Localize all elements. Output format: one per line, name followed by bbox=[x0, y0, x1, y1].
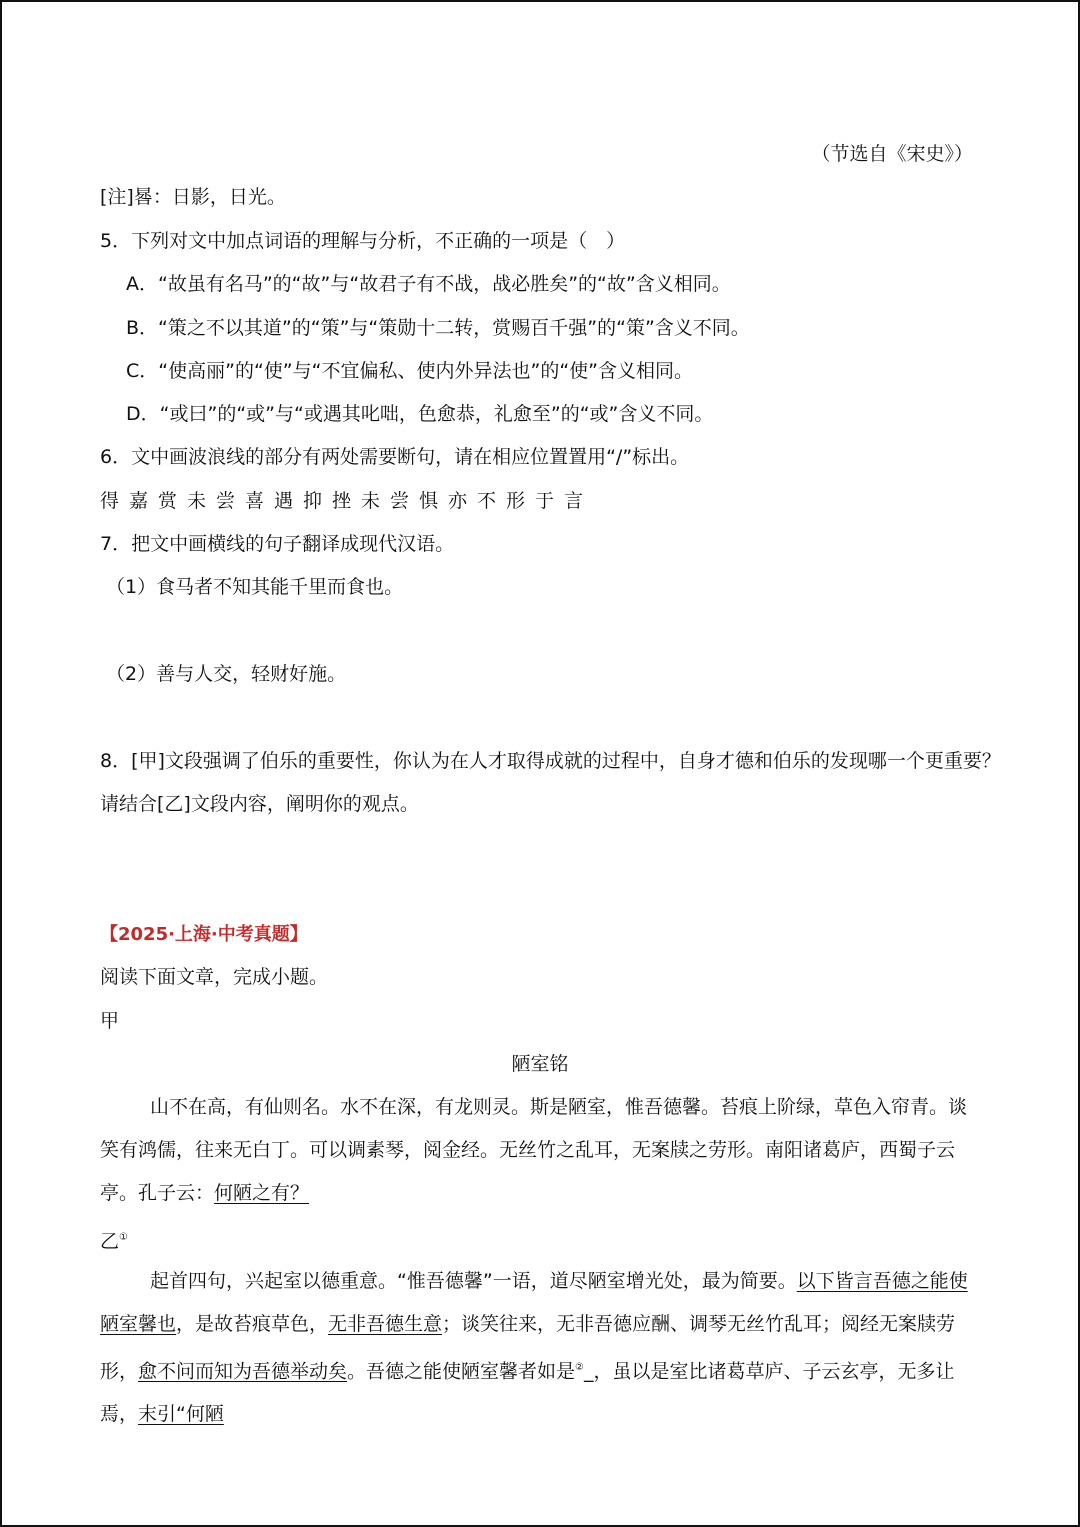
part-b-seg-4: 。吾德之能使陋室馨者如是 bbox=[347, 1360, 576, 1383]
question-5-option-a: A．“故虽有名马”的“故”与“故君子有不战，战必胜矣”的“故”含义相同。 bbox=[126, 273, 731, 295]
part-b-seg-1: 起首四句，兴起室以德重意。“惟吾德馨”一语，道尽陋室增光处，最为简要。 bbox=[150, 1270, 797, 1292]
part-b-seg-5: _，虽以是室比诸葛草庐、子云玄亭，无多让焉， bbox=[100, 1360, 955, 1426]
question-5-option-d: D．“或曰”的“或”与“或遇其叱咄，色愈恭，礼愈至”的“或”含义不同。 bbox=[126, 403, 714, 425]
part-b-footnote-mark-2: ② bbox=[575, 1362, 585, 1373]
part-b-label bbox=[100, 1216, 982, 1263]
part-a-title: 陋室铭 bbox=[511, 1053, 569, 1075]
part-b-passage bbox=[100, 1260, 982, 1436]
question-6-sentence: 得嘉赏未尝喜遇抑挫未尝惧亦不形于言 bbox=[100, 490, 594, 512]
part-a-passage bbox=[100, 1086, 982, 1215]
part-a-text: 山不在高，有仙则名。水不在深，有龙则灵。斯是陋室，惟吾德馨。苔痕上阶绿，草色入帘青。谈笑有鸿儒，往来无白丁。可以调素琴，阅金经。无丝竹之乱耳，无案牍之劳形。南阳诸葛庐，西蜀子云亭。孔子云： bbox=[100, 1096, 968, 1204]
part-b-underline-2: 无非吾德生意 bbox=[328, 1313, 443, 1335]
part-a-label: 甲 bbox=[100, 1010, 120, 1032]
question-5-stem: 5．下列对文中加点词语的理解与分析，不正确的一项是（ ） bbox=[100, 230, 626, 252]
question-5-option-b: B．“策之不以其道”的“策”与“策勋十二转，赏赐百千强”的“策”含义不同。 bbox=[126, 317, 750, 339]
question-7-stem: 7．把文中画横线的句子翻译成现代汉语。 bbox=[100, 533, 455, 555]
question-8-line-2: 请结合[乙]文段内容，阐明你的观点。 bbox=[100, 793, 419, 815]
question-5-option-c: C．“使高丽”的“使”与“不宜偏私、使内外异法也”的“使”含义相同。 bbox=[126, 360, 694, 382]
annotation-note: [注]晷：日影，日光。 bbox=[100, 186, 286, 208]
part-a-underlined: 何陋之有？ bbox=[214, 1182, 310, 1204]
part-b-footnote-mark: ① bbox=[119, 1232, 128, 1243]
question-8-line-1: 8．[甲]文段强调了伯乐的重要性，你认为在人才取得成就的过程中，自身才德和伯乐的发现哪一个更重要？ bbox=[100, 750, 1001, 772]
part-b-underline-1: 以下皆言吾德之能使陋室馨也 bbox=[100, 1270, 968, 1335]
part-b-label-text: 乙 bbox=[100, 1230, 120, 1253]
part-b-underline-3: 愈不问而知为吾德举动矣 bbox=[138, 1360, 348, 1383]
reading-instruction: 阅读下面文章，完成小题。 bbox=[100, 966, 329, 988]
question-6-stem: 6．文中画波浪线的部分有两处需要断句，请在相应位置置用“/”标出。 bbox=[100, 446, 690, 468]
part-b-seg-3: ；谈笑往来，无非吾德应酬、调琴无丝竹乱耳；阅经无案牍劳形， bbox=[100, 1313, 956, 1383]
question-7-item-2: （2）善与人交，轻财好施。 bbox=[106, 663, 347, 685]
part-b-seg-2: ，是故苔痕草色， bbox=[176, 1313, 329, 1335]
source-citation: （节选自《宋史》） bbox=[811, 143, 973, 165]
question-7-item-1: （1）食马者不知其能千里而食也。 bbox=[106, 576, 404, 598]
exam-source-tag: 【2025·上海·中考真题】 bbox=[100, 924, 308, 945]
part-b-underline-4: 末引“何陋 bbox=[138, 1403, 224, 1426]
